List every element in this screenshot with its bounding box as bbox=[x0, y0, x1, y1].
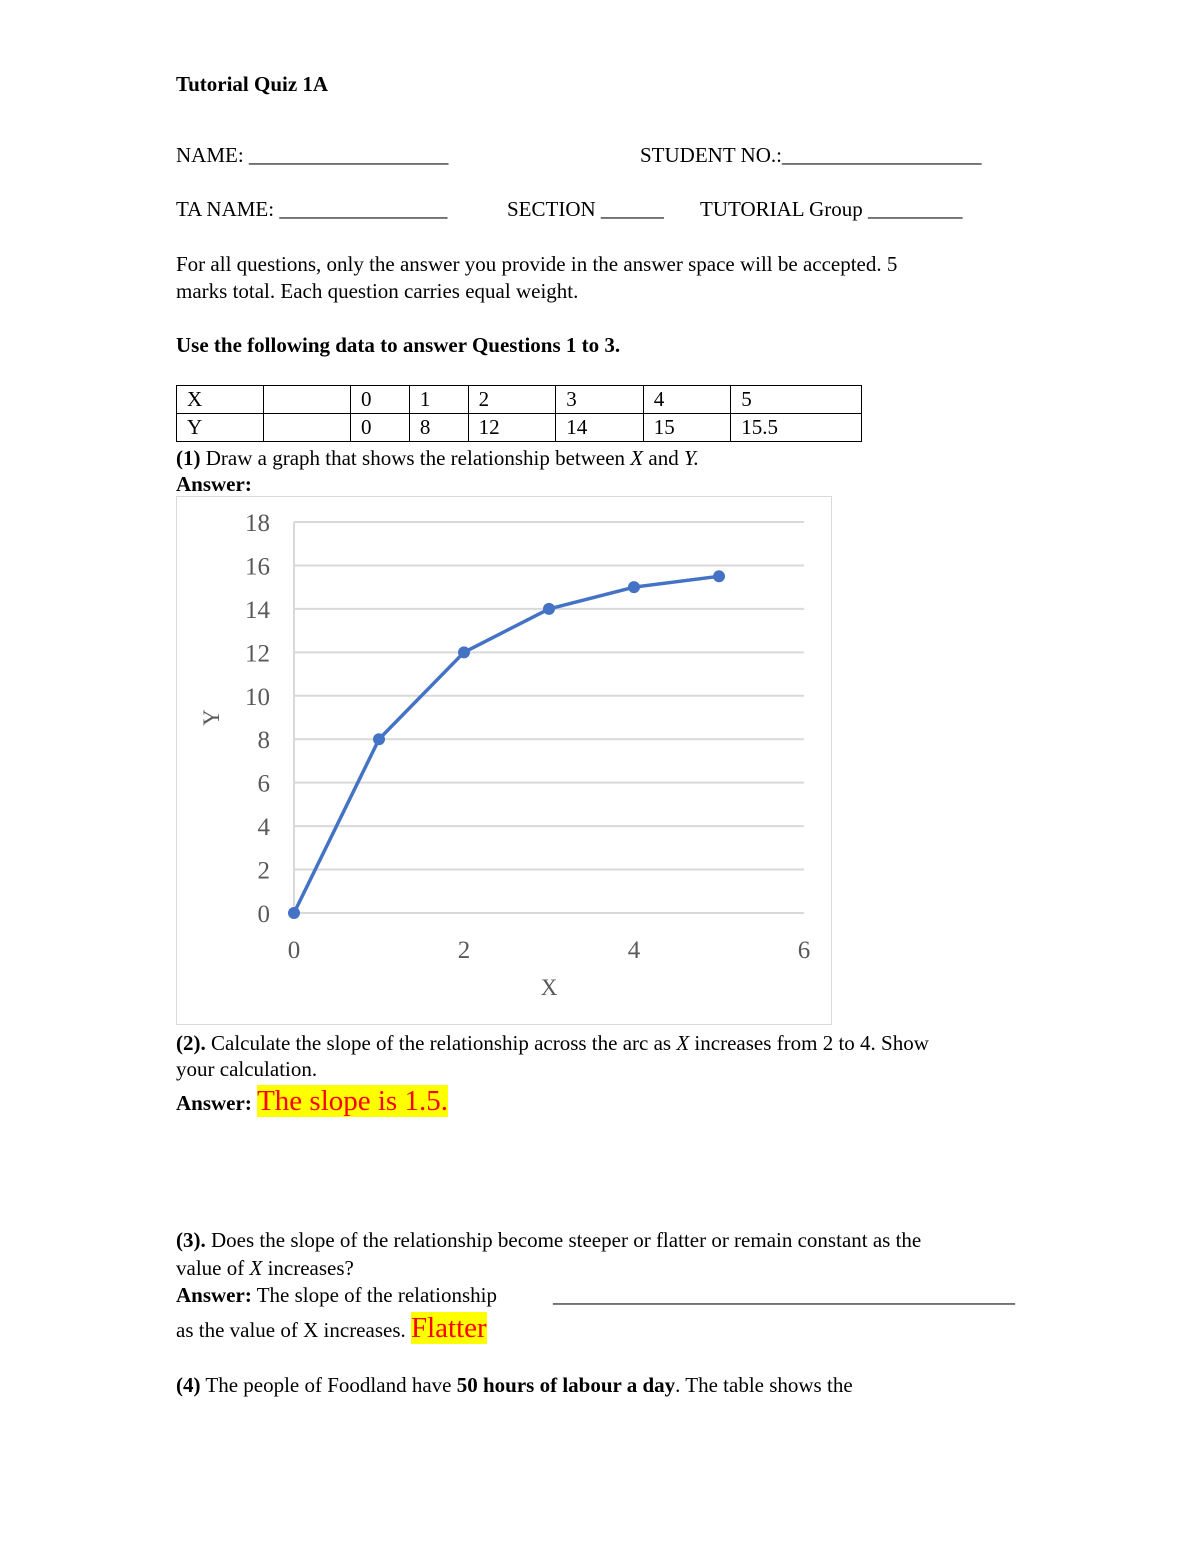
data-heading: Use the following data to answer Questions 1 to 3. bbox=[176, 333, 621, 357]
question-2-answer-value: The slope is 1.5. bbox=[257, 1085, 448, 1117]
table-cell: 0 bbox=[351, 386, 410, 414]
question-4-number: (4) bbox=[176, 1373, 201, 1397]
section-field: SECTION ______ bbox=[507, 197, 664, 221]
table-cell-empty bbox=[264, 386, 351, 414]
question-1-text-b: and bbox=[643, 446, 684, 470]
question-3-line-4-text: as the value of X increases. bbox=[176, 1318, 406, 1342]
y-tick-label: 8 bbox=[257, 727, 270, 755]
y-tick-label: 10 bbox=[245, 683, 270, 711]
y-tick-label: 6 bbox=[257, 770, 270, 798]
table-cell: 15.5 bbox=[731, 414, 862, 442]
question-3-line-2-b: increases? bbox=[262, 1256, 354, 1280]
series-line bbox=[294, 576, 719, 913]
line-chart bbox=[177, 497, 833, 1026]
y-tick-label: 14 bbox=[245, 596, 270, 624]
question-3-line-2 bbox=[176, 1256, 354, 1281]
data-point bbox=[628, 581, 640, 593]
y-tick-label: 4 bbox=[257, 814, 270, 842]
table-row-x bbox=[177, 386, 862, 414]
instructions-line-2: marks total. Each question carries equal weight. bbox=[176, 279, 579, 303]
data-point bbox=[373, 733, 385, 745]
question-3-line-2-a: value of bbox=[176, 1256, 250, 1280]
x-tick-label: 4 bbox=[627, 937, 641, 964]
question-3-line-4 bbox=[176, 1312, 487, 1345]
table-cell: 14 bbox=[556, 414, 644, 442]
y-tick-labels bbox=[245, 510, 271, 928]
ta-name-field: TA NAME: ________________ bbox=[176, 197, 448, 221]
question-4-bold: 50 hours of labour a day bbox=[456, 1373, 676, 1397]
question-3-text-a: Does the slope of the relationship become steeper or flatter or remain constant as the bbox=[205, 1228, 922, 1252]
question-2 bbox=[176, 1031, 929, 1056]
y-tick-label: 18 bbox=[245, 510, 270, 537]
y-tick-label: 12 bbox=[245, 640, 270, 668]
question-3-answer-value: Flatter bbox=[411, 1312, 487, 1344]
data-point bbox=[288, 907, 300, 919]
table-cell: 15 bbox=[643, 414, 731, 442]
question-1 bbox=[176, 446, 699, 471]
table-cell: 8 bbox=[409, 414, 468, 442]
student-no-field: STUDENT NO.:___________________ bbox=[640, 143, 982, 167]
question-3-answer-blank: ____________________________________________ bbox=[553, 1283, 1015, 1307]
question-3-answer-line bbox=[176, 1283, 497, 1308]
question-1-text-a: Draw a graph that shows the relationship between bbox=[200, 446, 631, 470]
y-tick-label: 2 bbox=[257, 857, 270, 885]
table-cell: 2 bbox=[468, 386, 556, 414]
question-4-text-b: . The table shows the bbox=[675, 1373, 853, 1397]
question-3-answer-label: Answer: bbox=[176, 1283, 252, 1307]
question-1-var-x: X bbox=[630, 446, 644, 470]
x-tick-label: 0 bbox=[287, 937, 301, 964]
question-2-line-2: your calculation. bbox=[176, 1057, 318, 1081]
question-3 bbox=[176, 1228, 921, 1253]
table-cell: 1 bbox=[409, 386, 468, 414]
question-2-var-x: X bbox=[676, 1031, 690, 1055]
question-3-answer-text: The slope of the relationship bbox=[251, 1283, 497, 1307]
question-2-text-a: Calculate the slope of the relationship across the arc as bbox=[205, 1031, 677, 1055]
question-4 bbox=[176, 1373, 853, 1398]
table-cell: 5 bbox=[731, 386, 862, 414]
question-2-text-b: increases from 2 to 4. Show bbox=[689, 1031, 929, 1055]
question-2-answer-label: Answer: bbox=[176, 1091, 252, 1115]
question-1-var-y: Y. bbox=[683, 446, 699, 470]
question-1-number: (1) bbox=[176, 446, 201, 470]
x-axis-label: X bbox=[540, 975, 558, 1000]
question-1-answer-label: Answer: bbox=[176, 472, 252, 496]
table-row-y bbox=[177, 414, 862, 442]
chart-frame bbox=[176, 496, 832, 1025]
table-cell: 4 bbox=[643, 386, 731, 414]
y-axis-label: Y bbox=[199, 709, 224, 726]
name-field: NAME: ___________________ bbox=[176, 143, 449, 167]
table-cell: 12 bbox=[468, 414, 556, 442]
table-cell-label: X bbox=[177, 386, 264, 414]
question-3-var-x: X bbox=[249, 1256, 263, 1280]
x-tick-label: 6 bbox=[797, 937, 811, 964]
x-tick-labels bbox=[288, 937, 811, 964]
question-4-text-a: The people of Foodland have bbox=[200, 1373, 457, 1397]
chart-grid bbox=[294, 522, 804, 913]
data-table bbox=[176, 385, 862, 442]
data-point bbox=[713, 570, 725, 582]
data-point bbox=[543, 603, 555, 615]
y-tick-label: 0 bbox=[257, 901, 270, 928]
table-cell-label: Y bbox=[177, 414, 264, 442]
x-tick-label: 2 bbox=[457, 937, 471, 964]
question-2-answer bbox=[176, 1085, 448, 1118]
y-tick-label: 16 bbox=[245, 553, 270, 581]
data-points bbox=[288, 570, 725, 919]
table-cell: 0 bbox=[351, 414, 410, 442]
question-3-number: (3). bbox=[176, 1228, 206, 1252]
data-point bbox=[458, 646, 470, 658]
instructions-line-1: For all questions, only the answer you provide in the answer space will be accepted. 5 bbox=[176, 252, 898, 276]
table-cell: 3 bbox=[556, 386, 644, 414]
question-2-number: (2). bbox=[176, 1031, 206, 1055]
tutorial-group-field: TUTORIAL Group _________ bbox=[700, 197, 963, 221]
table-cell-empty bbox=[264, 414, 351, 442]
page-title: Tutorial Quiz 1A bbox=[176, 72, 329, 96]
